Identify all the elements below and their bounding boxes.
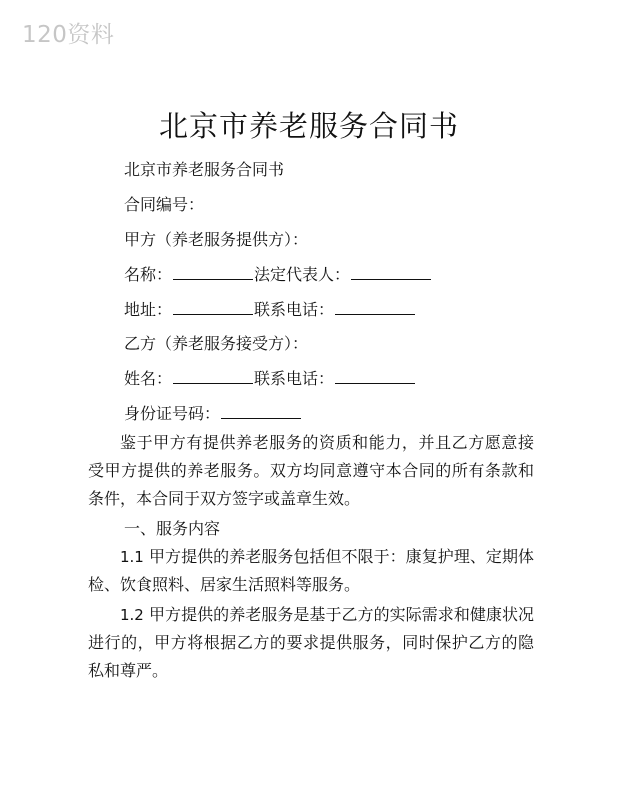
party-b-name-label: 姓名：	[124, 369, 173, 388]
clause-1-2-text: 甲方提供的养老服务是基于乙方的实际需求和健康状况进行的，甲方将根据乙方的要求提供服务，同时保护乙方的隐私和尊严。	[88, 605, 534, 680]
clause-1-1	[88, 543, 534, 599]
clause-1-1-number: 1.1	[120, 548, 144, 566]
contract-number-label: 合同编号：	[124, 195, 205, 214]
party-a-name-row	[124, 262, 432, 285]
party-b-phone-blank[interactable]	[335, 369, 415, 384]
party-b-name-row	[124, 366, 416, 389]
party-a-heading: 甲方（养老服务提供方）：	[124, 230, 309, 249]
section-1-heading: 一、服务内容	[124, 519, 221, 538]
party-b-id-row	[124, 401, 302, 424]
party-a-name-label: 名称：	[124, 265, 173, 284]
subtitle: 北京市养老服务合同书	[124, 160, 285, 179]
party-a-phone-label: 联系电话：	[254, 300, 335, 319]
party-a-name-blank[interactable]	[173, 265, 253, 280]
party-b-name-blank[interactable]	[173, 369, 253, 384]
party-b-phone-label: 联系电话：	[254, 369, 335, 388]
party-b-id-blank[interactable]	[221, 404, 301, 419]
party-a-rep-label: 法定代表人：	[254, 265, 351, 284]
clause-1-2-number: 1.2	[120, 606, 144, 624]
party-a-rep-blank[interactable]	[351, 265, 431, 280]
party-a-phone-blank[interactable]	[335, 300, 415, 315]
document-title: 北京市养老服务合同书	[158, 109, 459, 143]
watermark: 120资料	[22, 22, 115, 48]
party-b-id-label: 身份证号码：	[124, 404, 221, 423]
party-b-heading: 乙方（养老服务接受方）：	[124, 334, 309, 353]
clause-1-1-text: 甲方提供的养老服务包括但不限于：康复护理、定期体检、饮食照料、居家生活照料等服务。	[88, 547, 534, 594]
party-a-address-row	[124, 297, 416, 320]
clause-1-2	[88, 601, 534, 685]
preamble-paragraph: 鉴于甲方有提供养老服务的资质和能力，并且乙方愿意接受甲方提供的养老服务。双方均同意遵守本合同的所有条款和条件，本合同于双方签字或盖章生效。	[88, 433, 534, 508]
party-a-address-blank[interactable]	[173, 300, 253, 315]
party-a-address-label: 地址：	[124, 300, 173, 319]
